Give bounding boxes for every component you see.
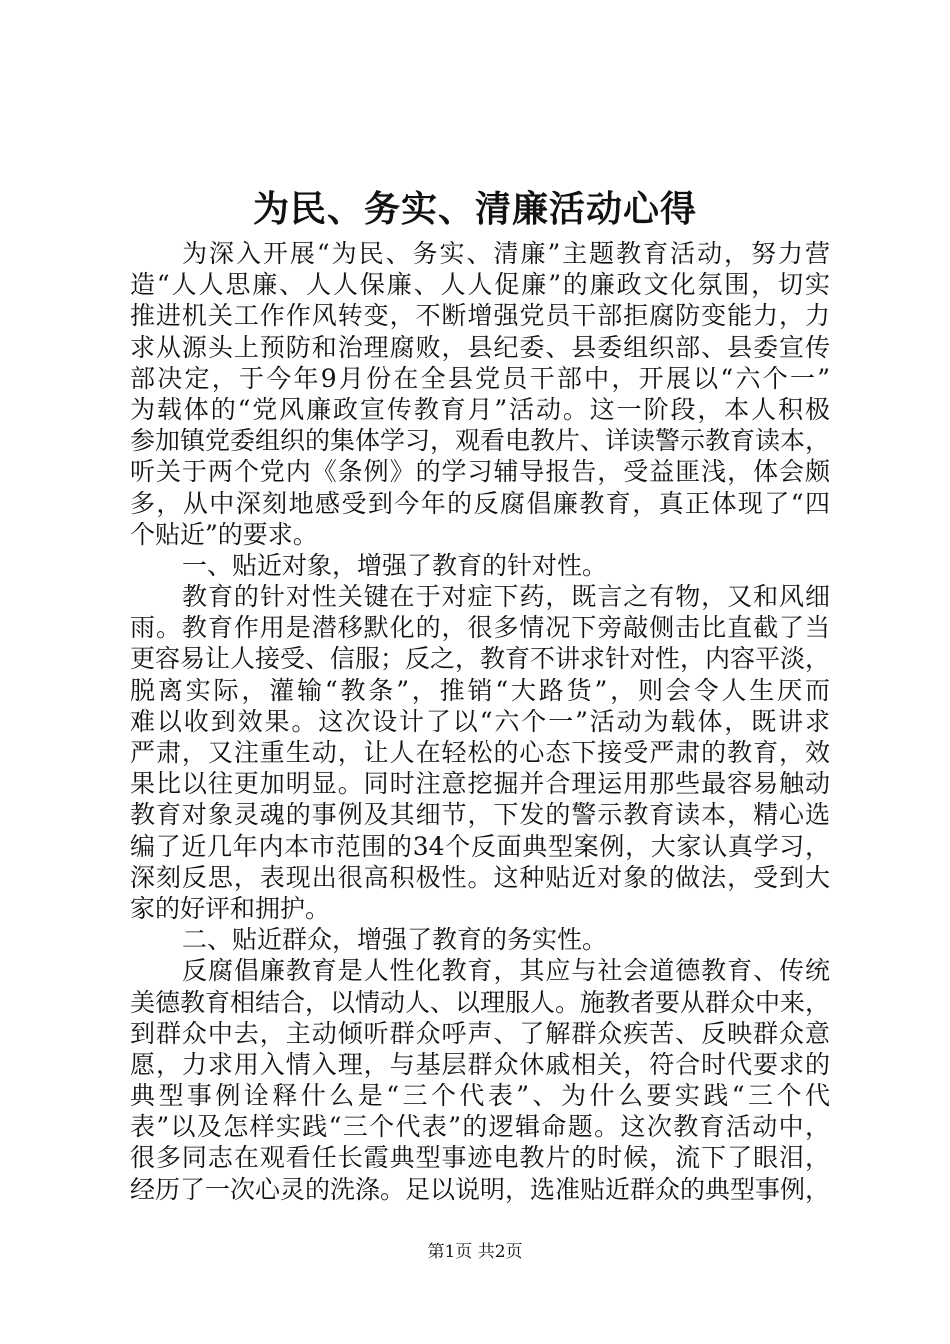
paragraph-line: 雨。教育作用是潜移默化的，很多情况下旁敲侧击比直截了当 [130,613,830,643]
paragraph-line: 经历了一次心灵的洗涤。足以说明，选准贴近群众的典型事例， [130,1174,830,1204]
paragraph-line: 多，从中深刻地感受到今年的反腐倡廉教育，真正体现了“四 [130,488,830,518]
paragraph-line: 难以收到效果。这次设计了以“六个一”活动为载体，既讲求 [130,706,830,736]
paragraph-line: 更容易让人接受、信服；反之，教育不讲求针对性，内容平淡， [130,644,830,674]
paragraph-line: 脱离实际，灌输“教条”，推销“大路货”，则会令人生厌而 [130,675,830,705]
paragraph-line: 部决定，于今年9月份在全县党员干部中，开展以“六个一” [130,363,830,393]
document-body [130,238,830,1205]
paragraph-line: 很多同志在观看任长霞典型事迹电教片的时候，流下了眼泪， [130,1143,830,1173]
paragraph-line: 深刻反思，表现出很高积极性。这种贴近对象的做法，受到大 [130,862,830,892]
paragraph-line: 为深入开展“为民、务实、清廉”主题教育活动，努力营 [182,239,830,268]
paragraph-line: 编了近几年内本市范围的34个反面典型案例，大家认真学习， [130,831,830,861]
paragraph-line: 推进机关工作作风转变，不断增强党员干部拒腐防变能力，力 [130,301,830,331]
paragraph-line: 参加镇党委组织的集体学习，观看电教片、详读警示教育读本， [130,426,830,456]
paragraph-line: 求从源头上预防和治理腐败，县纪委、县委组织部、县委宣传 [130,332,830,362]
paragraph-line: 家的好评和拥护。 [130,893,331,923]
paragraph-line: 到群众中去，主动倾听群众呼声、了解群众疾苦、反映群众意 [130,1018,830,1048]
paragraph-line: 愿，力求用入情入理，与基层群众休戚相关，符合时代要求的 [130,1049,830,1079]
paragraph-line: 教育的针对性关键在于对症下药，既言之有物，又和风细 [182,582,830,612]
page-number-footer: 第1页 共2页 [427,1242,523,1262]
paragraph-line: 造“人人思廉、人人保廉、人人促廉”的廉政文化氛围，切实 [130,270,830,300]
paragraph-line: 果比以往更加明显。同时注意挖掘并合理运用那些最容易触动 [130,769,830,799]
paragraph-line: 听关于两个党内《条例》的学习辅导报告，受益匪浅，体会颇 [130,457,830,487]
paragraph-line: 严肃，又注重生动，让人在轻松的心态下接受严肃的教育，效 [130,738,830,767]
paragraph-line: 教育对象灵魂的事例及其细节，下发的警示教育读本，精心选 [130,800,830,830]
section-heading: 一、贴近对象，增强了教育的针对性。 [182,550,608,580]
paragraph-line: 表”以及怎样实践“三个代表”的逻辑命题。这次教育活动中， [130,1112,830,1142]
paragraph-line: 典型事例诠释什么是“三个代表”、为什么要实践“三个代 [130,1081,830,1111]
paragraph-line: 个贴近”的要求。 [130,519,318,549]
section-heading: 二、贴近群众，增强了教育的务实性。 [182,925,608,955]
paragraph-line: 美德教育相结合，以情动人、以理服人。施教者要从群众中来， [130,987,830,1017]
paragraph-line: 为载体的“党风廉政宣传教育月”活动。这一阶段，本人积极 [130,394,830,424]
document-title: 为民、务实、清廉活动心得 [252,188,697,230]
paragraph-line: 反腐倡廉教育是人性化教育，其应与社会道德教育、传统 [182,956,830,986]
